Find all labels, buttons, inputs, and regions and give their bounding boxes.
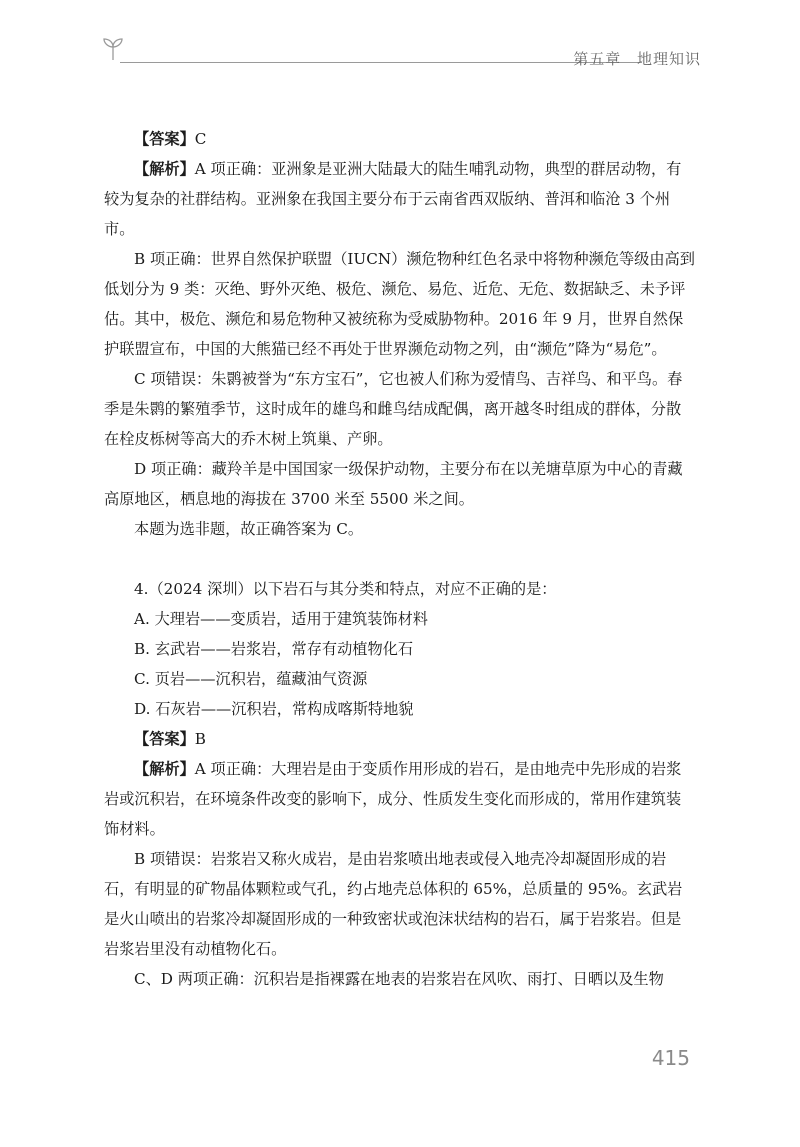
- analysis-label: 【解析】: [134, 160, 195, 178]
- sprout-icon: [98, 34, 128, 64]
- chapter-number: 第五章: [573, 50, 622, 68]
- analysis-c-paragraph: C 项错误：朱鹮被誉为“东方宝石”，它也被人们称为爱情鸟、吉祥鸟、和平鸟。春季是朱鹮的繁殖季节，这时成年的雄鸟和雌鸟结成配偶，离开越冬时组成的群体，分散在栓皮栎树等高大的乔木树上筑巢、产卵。: [104, 370, 683, 448]
- answer-label: 【答案】: [134, 130, 195, 148]
- analysis-paragraph: [104, 754, 696, 844]
- analysis-label: 【解析】: [134, 760, 195, 778]
- option-b: B. 玄武岩——岩浆岩，常存有动植物化石: [134, 640, 414, 658]
- analysis-text: A 项正确：大理岩是由于变质作用形成的岩石，是由地壳中先形成的岩浆岩或沉积岩，在环境条件改变的影响下，成分、性质发生变化而形成的，常用作建筑装饰材料。: [104, 760, 682, 838]
- answer-value: C: [194, 130, 207, 148]
- chapter-title: 地理知识: [636, 50, 701, 68]
- answer-label: 【答案】: [134, 730, 195, 748]
- analysis-cd-paragraph: C、D 两项正确：沉积岩是指裸露在地表的岩浆岩在风吹、雨打、日晒以及生物: [134, 970, 664, 988]
- question-stem: 4.（2024 深圳）以下岩石与其分类和特点，对应不正确的是：: [134, 580, 557, 598]
- option-d: D. 石灰岩——沉积岩，常构成喀斯特地貌: [134, 700, 414, 718]
- analysis-b-paragraph: B 项错误：岩浆岩又称火成岩，是由岩浆喷出地表或侵入地壳冷却凝固形成的岩石，有明显的矿物晶体颗粒或气孔，约占地壳总体积的 65%，总质量的 95%。玄武岩是火山喷出的岩浆冷却凝固形成的一种致密状或泡沫状结构的岩石，属于岩浆岩。但是岩浆岩里没有动植物化石。: [104, 850, 683, 958]
- option-a: A. 大理岩——变质岩，适用于建筑装饰材料: [134, 610, 428, 628]
- conclusion-paragraph: 本题为选非题，故正确答案为 C。: [134, 520, 364, 538]
- answer-value: B: [194, 730, 206, 748]
- option-c: C. 页岩——沉积岩，蕴藏油气资源: [134, 670, 368, 688]
- page-number: 415: [651, 1046, 690, 1070]
- analysis-paragraph: [104, 154, 696, 244]
- analysis-text: A 项正确：亚洲象是亚洲大陆最大的陆生哺乳动物，典型的群居动物，有较为复杂的社群结构。亚洲象在我国主要分布于云南省西双版纳、普洱和临沧 3 个州市。: [104, 160, 682, 238]
- answer-line: [104, 724, 696, 754]
- chapter-heading: [563, 48, 701, 69]
- page-header: [98, 34, 703, 74]
- analysis-d-paragraph: D 项正确：藏羚羊是中国国家一级保护动物，主要分布在以羌塘草原为中心的青藏高原地区，栖息地的海拔在 3700 米至 5500 米之间。: [104, 460, 683, 508]
- analysis-b-paragraph: B 项正确：世界自然保护联盟（IUCN）濒危物种红色名录中将物种濒危等级由高到低划分为 9 类：灭绝、野外灭绝、极危、濒危、易危、近危、无危、数据缺乏、未予评估。其中，极危、濒危和易危物种又被统称为受威胁物种。2016 年 9 月，世界自然保护联盟宣布，中国的大熊猫已经不再处于世界濒危动物之列，由“濒危”降为“易危”。: [104, 250, 695, 358]
- page-body: [104, 124, 696, 994]
- answer-line: [104, 124, 696, 154]
